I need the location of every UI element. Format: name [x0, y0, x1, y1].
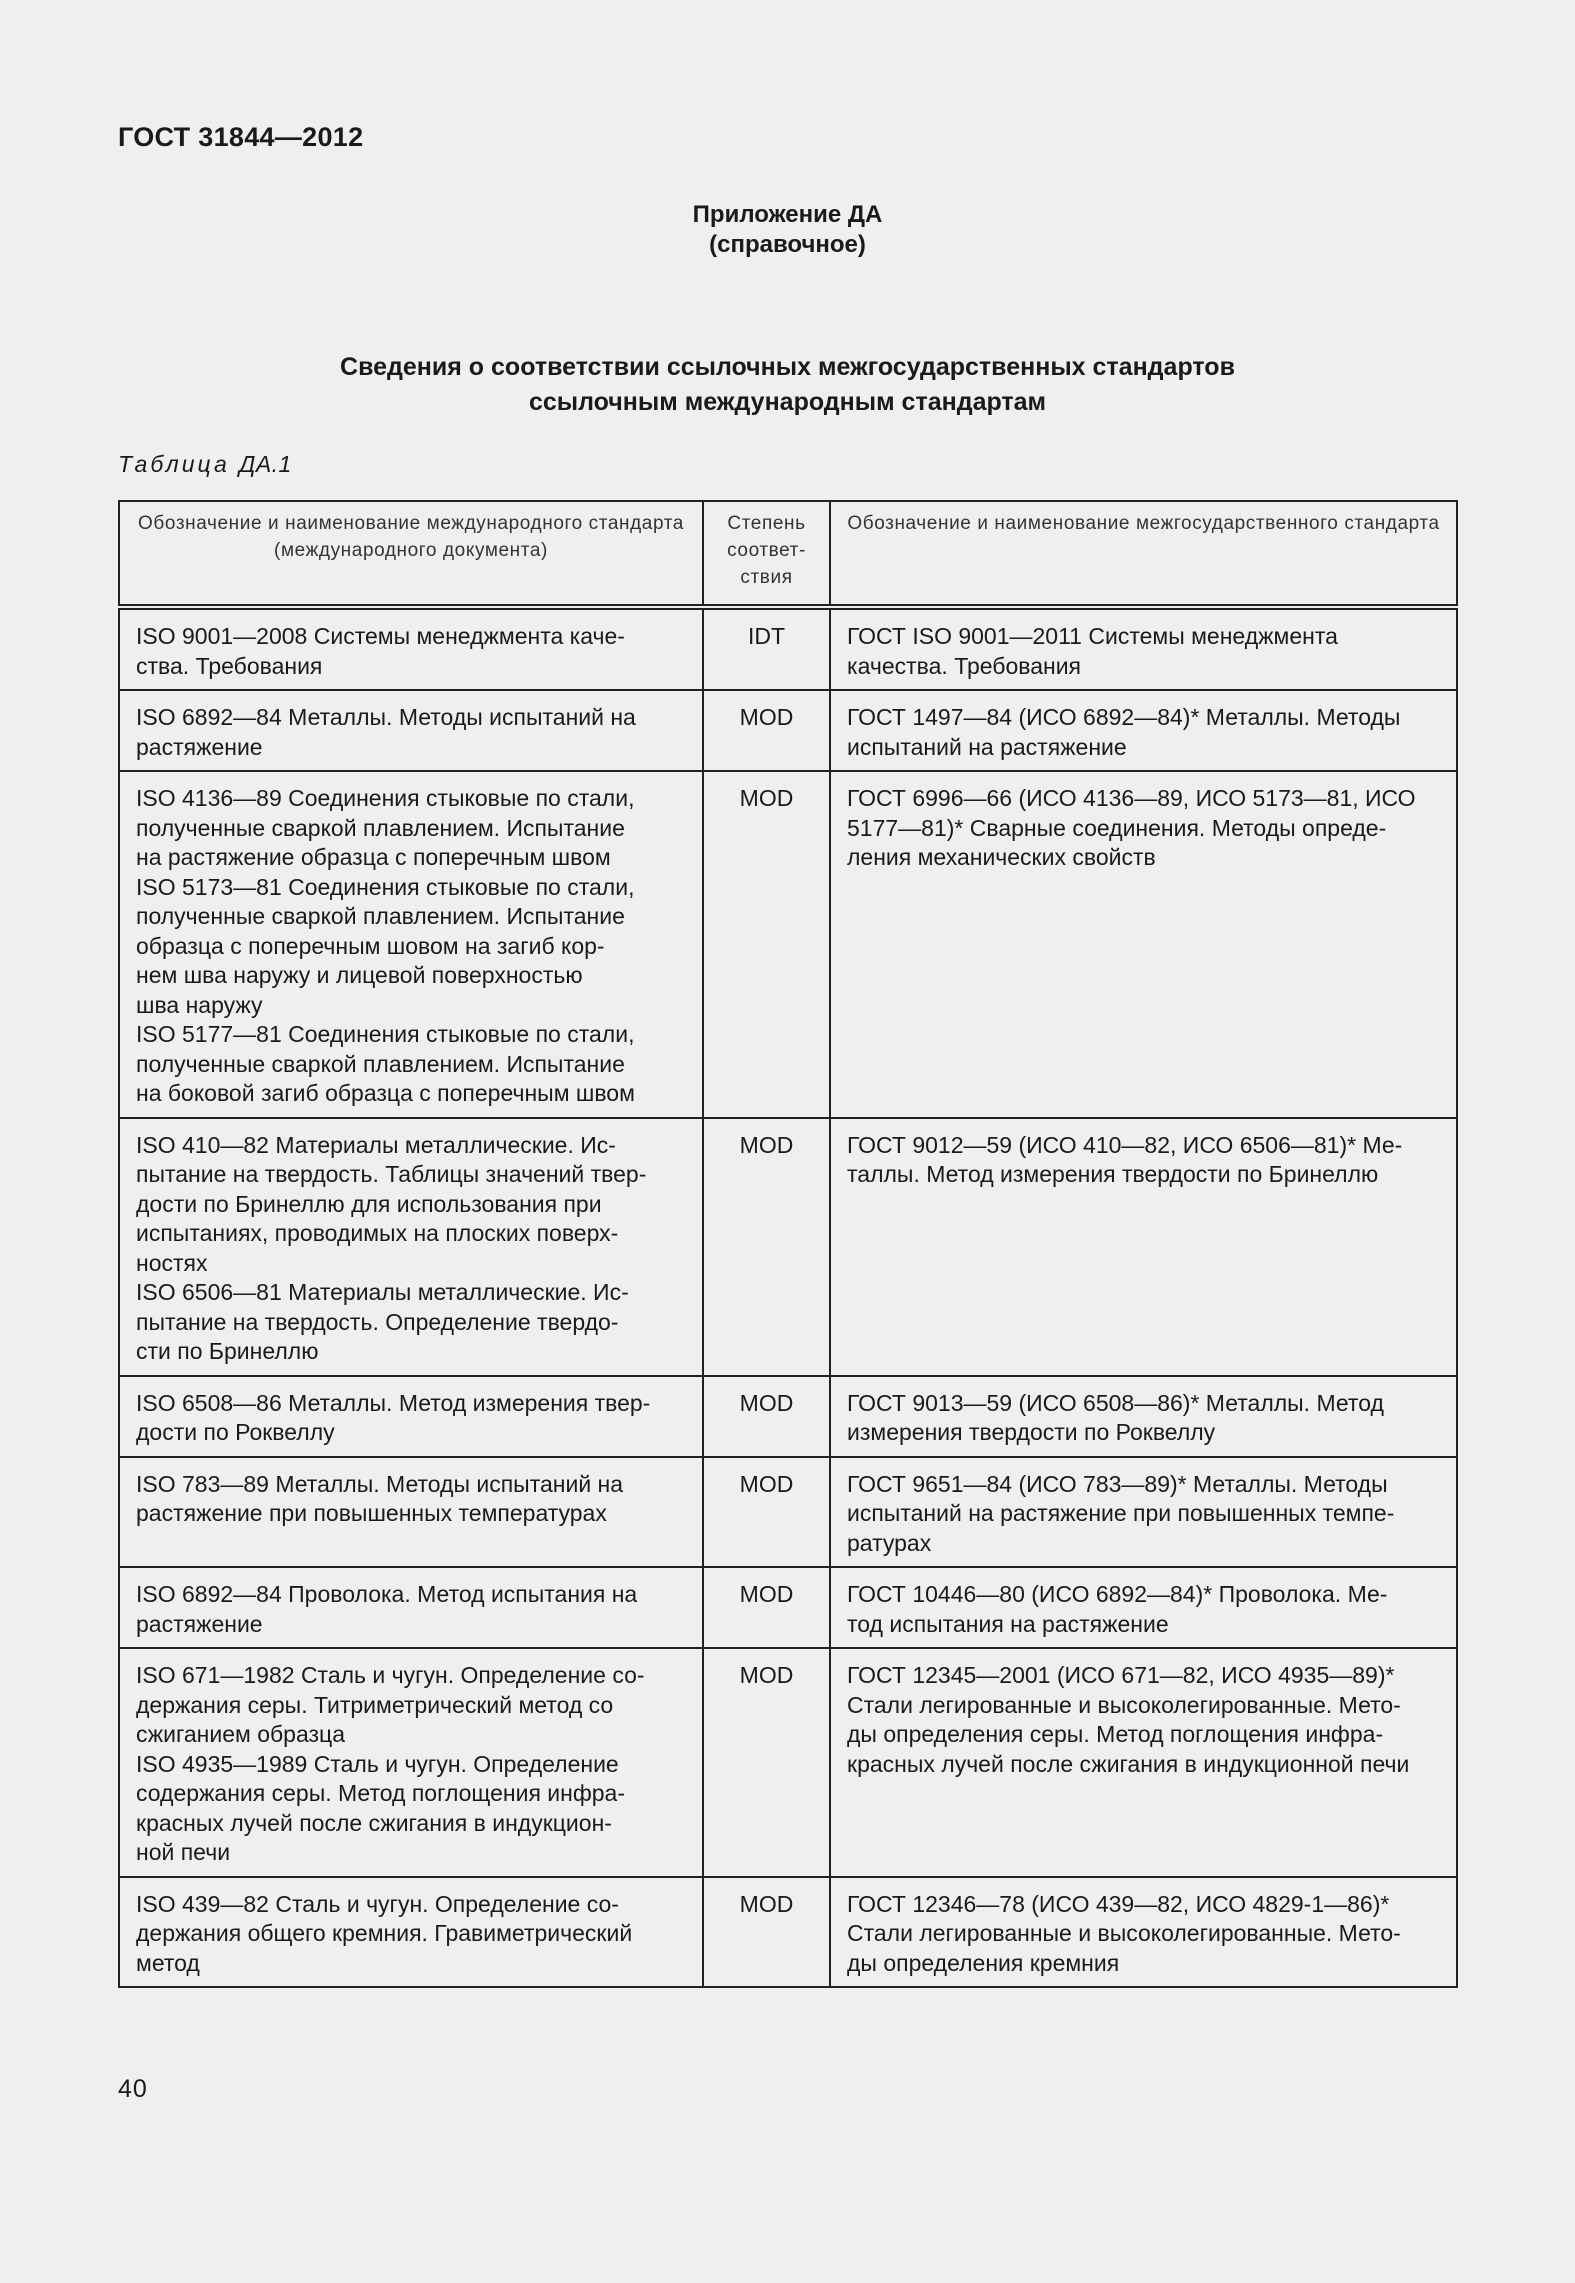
- cell-text-line: дости по Роквеллу: [136, 1419, 335, 1445]
- cell-text-line: ISO 783—89 Металлы. Методы испытаний на: [136, 1470, 624, 1497]
- cell-interstate-standard: [830, 1877, 1457, 1988]
- cell-text-line: ГОСТ 9013—59 (ИСО 6508—86)* Металлы. Метод: [847, 1389, 1384, 1416]
- table-row: [119, 607, 1457, 690]
- table-header-row: [119, 501, 1457, 607]
- cell-text-line: образца с поперечным шовом на загиб кор-: [136, 932, 605, 959]
- cell-text-line: сжиганием образца: [136, 1721, 346, 1747]
- cell-degree: IDT: [703, 607, 830, 690]
- cell-text-line: ГОСТ 1497—84 (ИСО 6892—84)* Металлы. Методы: [847, 704, 1401, 730]
- cell-text-line: ISO 6508—86 Металлы. Метод измерения твер-: [136, 1389, 651, 1416]
- document-title: [0, 350, 1575, 420]
- cell-text-line: ISO 410—82 Материалы металлические. Ис-: [136, 1131, 616, 1158]
- cell-international-standard: [119, 1118, 703, 1376]
- cell-text-line: испытаниях, проводимых на плоских поверх-: [136, 1220, 619, 1246]
- cell-international-standard: [119, 771, 703, 1118]
- cell-text-line: ISO 6506—81 Материалы металлические. Ис-: [136, 1279, 629, 1305]
- title-line-2: ссылочным международным стандартам: [528, 388, 1047, 416]
- cell-international-standard: [119, 1567, 703, 1648]
- cell-text-line: ды определения серы. Метод поглощения инфра-: [847, 1721, 1384, 1747]
- cell-degree: MOD: [703, 690, 830, 771]
- cell-text-line: испытаний на растяжение: [847, 733, 1127, 760]
- cell-text-line: ГОСТ 12345—2001 (ИСО 671—82, ИСО 4935—89)*: [847, 1662, 1395, 1688]
- table-row: [119, 1567, 1457, 1648]
- cell-text-line: полученные сваркой плавлением. Испытание: [136, 903, 625, 929]
- cell-text-line: ления механических свойств: [847, 844, 1156, 870]
- cell-text-line: полученные сваркой плавлением. Испытание: [136, 1050, 625, 1077]
- cell-text-line: 5177—81)* Сварные соединения. Методы опреде-: [847, 814, 1387, 841]
- appendix-type: (справочное): [709, 231, 866, 258]
- table-row: [119, 1648, 1457, 1877]
- cell-text-line: ISO 5173—81 Соединения стыковые по стали,: [136, 873, 635, 900]
- cell-interstate-standard: [830, 1648, 1457, 1877]
- cell-text-line: пытание на твердость. Таблицы значений твер-: [136, 1161, 647, 1187]
- cell-interstate-standard: [830, 771, 1457, 1118]
- correspondence-table: [118, 500, 1458, 1988]
- cell-text-line: растяжение: [136, 1610, 263, 1637]
- cell-text-line: ГОСТ 10446—80 (ИСО 6892—84)* Проволока. Ме-: [847, 1581, 1388, 1607]
- cell-degree: MOD: [703, 1567, 830, 1648]
- header-degree-of-correspondence: Степень соответ- ствия: [703, 501, 830, 607]
- title-line-1: Сведения о соответствии ссылочных межгосударственных стандартов: [340, 353, 1235, 381]
- cell-degree: MOD: [703, 1118, 830, 1376]
- cell-text-line: испытаний на растяжение при повышенных темпе-: [847, 1500, 1395, 1526]
- cell-text-line: ГОСТ 12346—78 (ИСО 439—82, ИСО 4829-1—86)*: [847, 1890, 1390, 1917]
- header-international-standard: Обозначение и наименование международного стандарта (международного документа): [119, 501, 703, 607]
- table-row: [119, 690, 1457, 771]
- cell-text-line: метод: [136, 1949, 200, 1976]
- cell-interstate-standard: [830, 1567, 1457, 1648]
- cell-text-line: ISO 6892—84 Металлы. Методы испытаний на: [136, 704, 636, 730]
- cell-degree: MOD: [703, 1376, 830, 1457]
- cell-text-line: ISO 439—82 Сталь и чугун. Определение со-: [136, 1890, 619, 1917]
- cell-text-line: тод испытания на растяжение: [847, 1610, 1169, 1637]
- cell-interstate-standard: [830, 1118, 1457, 1376]
- cell-text-line: дости по Бринеллю для использования при: [136, 1190, 602, 1217]
- table-row: [119, 771, 1457, 1118]
- table-row: [119, 1877, 1457, 1988]
- cell-text-line: ISO 4136—89 Соединения стыковые по стали,: [136, 785, 635, 811]
- appendix-heading: [0, 200, 1575, 260]
- table-caption: [118, 451, 292, 478]
- cell-text-line: нем шва наружу и лицевой поверхностью: [136, 962, 583, 988]
- page-number: 40: [118, 2075, 148, 2103]
- header-interstate-standard: Обозначение и наименование межгосударственного стандарта: [830, 501, 1457, 607]
- appendix-title: Приложение ДА: [692, 201, 883, 228]
- cell-text-line: держания серы. Титриметрический метод со: [136, 1691, 614, 1718]
- cell-text-line: ГОСТ ISO 9001—2011 Системы менеджмента: [847, 623, 1338, 649]
- cell-text-line: на боковой загиб образца с поперечным швом: [136, 1080, 635, 1106]
- cell-text-line: таллы. Метод измерения твердости по Бринеллю: [847, 1161, 1379, 1187]
- cell-text-line: ГОСТ 6996—66 (ИСО 4136—89, ИСО 5173—81, ИСО: [847, 785, 1416, 811]
- cell-text-line: ISO 4935—1989 Сталь и чугун. Определение: [136, 1750, 619, 1777]
- cell-text-line: ной печи: [136, 1839, 231, 1865]
- table-label: Таблица: [118, 451, 230, 477]
- cell-text-line: качества. Требования: [847, 652, 1081, 679]
- table-row: [119, 1457, 1457, 1568]
- cell-text-line: Стали легированные и высоколегированные. Мето-: [847, 1691, 1401, 1718]
- table-body: [119, 607, 1457, 1987]
- cell-text-line: растяжение: [136, 733, 263, 760]
- cell-interstate-standard: [830, 690, 1457, 771]
- cell-text-line: полученные сваркой плавлением. Испытание: [136, 814, 625, 841]
- cell-text-line: ностях: [136, 1249, 208, 1276]
- table-row: [119, 1118, 1457, 1376]
- cell-text-line: измерения твердости по Роквеллу: [847, 1419, 1216, 1445]
- cell-text-line: шва наружу: [136, 991, 263, 1018]
- cell-international-standard: [119, 690, 703, 771]
- cell-text-line: красных лучей после сжигания в индукционной печи: [847, 1750, 1410, 1777]
- cell-degree: MOD: [703, 1877, 830, 1988]
- cell-text-line: ISO 6892—84 Проволока. Метод испытания на: [136, 1581, 638, 1607]
- cell-text-line: ISO 9001—2008 Системы менеджмента каче-: [136, 623, 625, 649]
- cell-international-standard: [119, 1457, 703, 1568]
- cell-interstate-standard: [830, 1376, 1457, 1457]
- cell-interstate-standard: [830, 607, 1457, 690]
- cell-international-standard: [119, 607, 703, 690]
- cell-text-line: сти по Бринеллю: [136, 1338, 319, 1364]
- cell-text-line: ГОСТ 9651—84 (ИСО 783—89)* Металлы. Методы: [847, 1470, 1388, 1497]
- cell-text-line: содержания серы. Метод поглощения инфра-: [136, 1780, 625, 1806]
- table-number: ДА.1: [239, 451, 292, 477]
- table-row: [119, 1376, 1457, 1457]
- cell-international-standard: [119, 1648, 703, 1877]
- cell-text-line: ратурах: [847, 1529, 932, 1556]
- cell-text-line: красных лучей после сжигания в индукцион-: [136, 1809, 612, 1836]
- standard-number-header: ГОСТ 31844—2012: [118, 122, 364, 152]
- cell-text-line: пытание на твердость. Определение твердо-: [136, 1308, 619, 1335]
- cell-degree: MOD: [703, 771, 830, 1118]
- cell-text-line: ISO 671—1982 Сталь и чугун. Определение со-: [136, 1662, 645, 1688]
- cell-text-line: растяжение при повышенных температурах: [136, 1500, 607, 1526]
- cell-text-line: Стали легированные и высоколегированные. Мето-: [847, 1920, 1401, 1946]
- cell-text-line: ства. Требования: [136, 652, 323, 679]
- cell-text-line: держания общего кремния. Гравиметрический: [136, 1920, 633, 1946]
- cell-text-line: на растяжение образца с поперечным швом: [136, 844, 611, 870]
- cell-text-line: ГОСТ 9012—59 (ИСО 410—82, ИСО 6506—81)* Ме-: [847, 1131, 1403, 1158]
- cell-international-standard: [119, 1376, 703, 1457]
- cell-text-line: ISO 5177—81 Соединения стыковые по стали,: [136, 1021, 635, 1047]
- cell-degree: MOD: [703, 1648, 830, 1877]
- cell-text-line: ды определения кремния: [847, 1949, 1120, 1976]
- cell-international-standard: [119, 1877, 703, 1988]
- cell-interstate-standard: [830, 1457, 1457, 1568]
- cell-degree: MOD: [703, 1457, 830, 1568]
